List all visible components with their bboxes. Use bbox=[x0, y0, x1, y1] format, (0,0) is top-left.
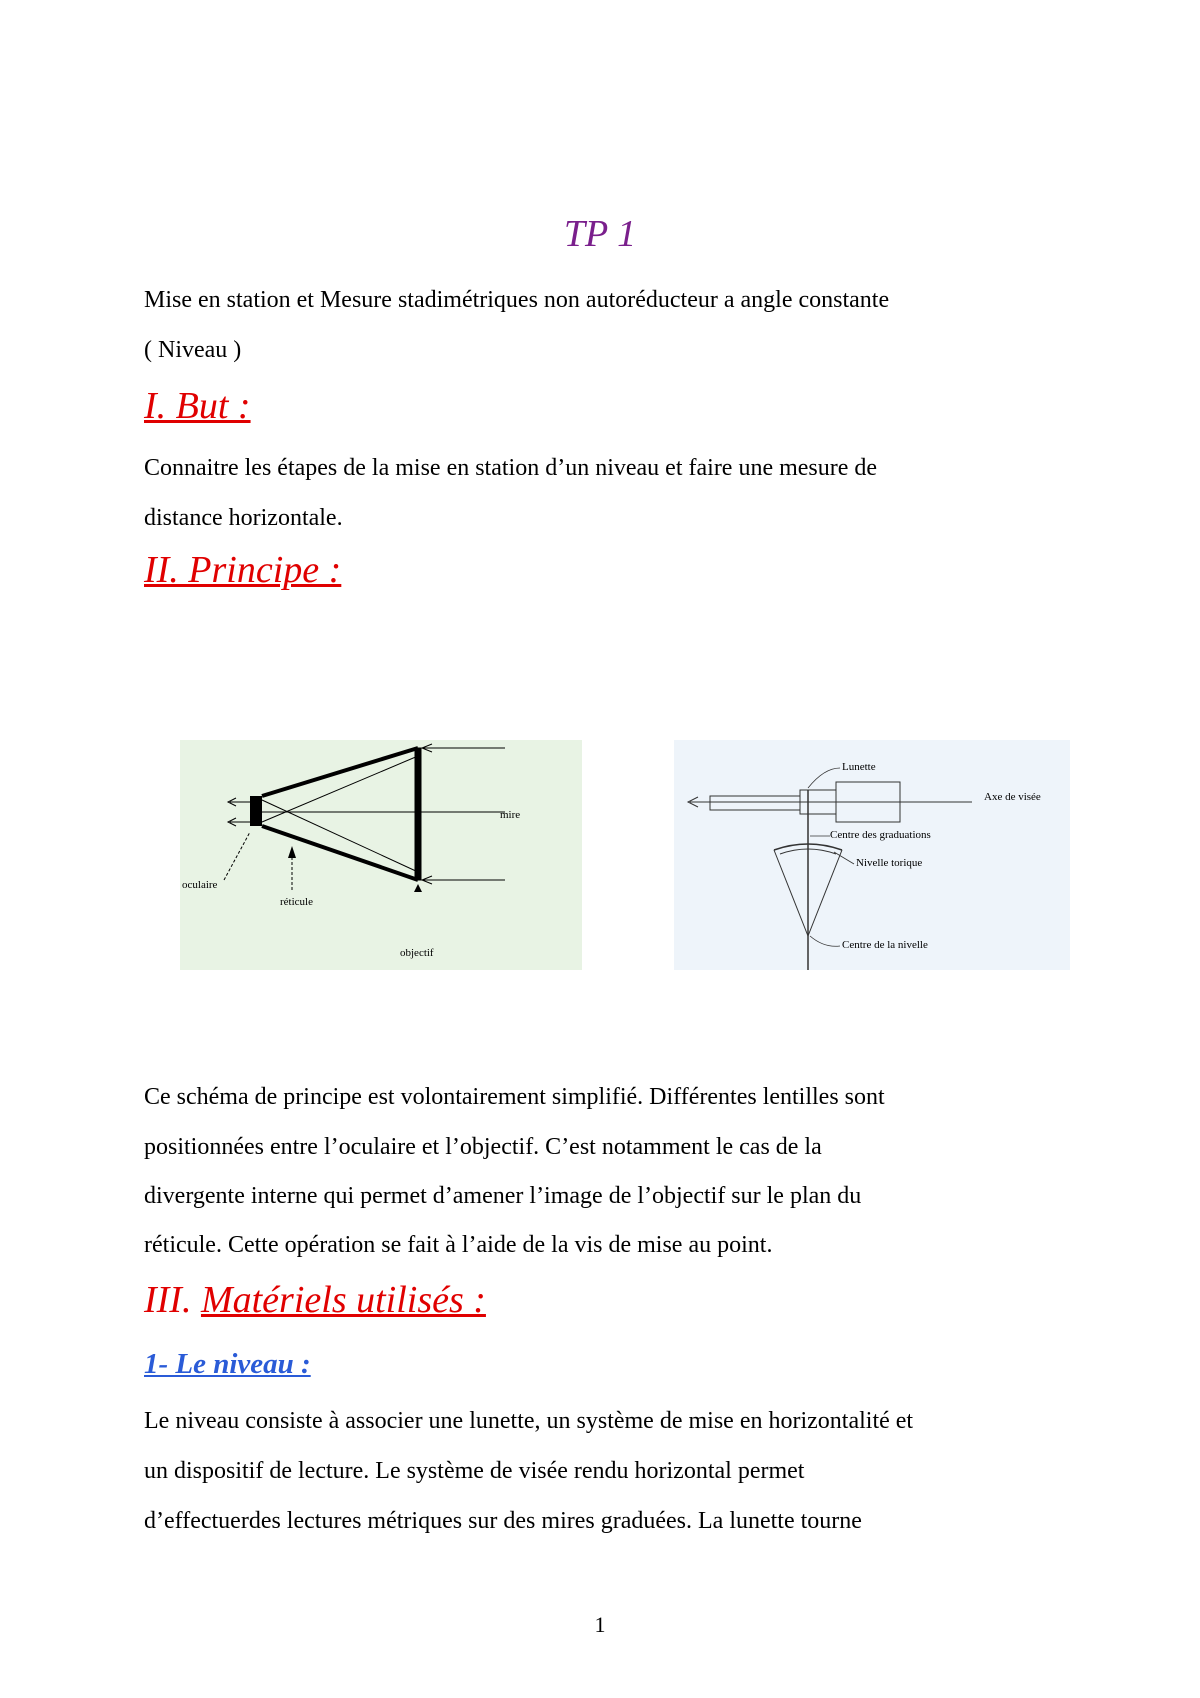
paragraph-line-2: positionnées entre l’oculaire et l’objectif. C’est notamment le cas de la bbox=[144, 1134, 822, 1160]
page-number: 1 bbox=[594, 1612, 606, 1637]
centre-nivelle-leader bbox=[810, 936, 840, 946]
lunette-label: Lunette bbox=[842, 761, 876, 773]
section-materiels-text: Matériels utilisés : bbox=[200, 1279, 486, 1321]
cone-left-line bbox=[774, 850, 808, 936]
reticule-label: réticule bbox=[280, 896, 313, 908]
but-line-1: Connaitre les étapes de la mise en station d’un niveau et faire une mesure de bbox=[144, 455, 878, 481]
subtitle-line-1: Mise en station et Mesure stadimétriques non autoréducteur a angle constante bbox=[144, 287, 890, 313]
reticule-arrow bbox=[288, 846, 296, 858]
page-title: TP 1 bbox=[563, 213, 637, 255]
niveau-line-3: d’effectuerdes lectures métriques sur des mires graduées. La lunette tourne bbox=[144, 1508, 862, 1534]
cone-right-line bbox=[808, 850, 842, 936]
oculaire-label: oculaire bbox=[182, 879, 218, 891]
telescope-front bbox=[710, 796, 800, 810]
subsection-niveau-heading: 1- Le niveau : bbox=[144, 1348, 311, 1380]
but-line-2: distance horizontale. bbox=[144, 505, 343, 531]
nivelle-torique-label: Nivelle torique bbox=[856, 857, 923, 869]
subtitle-line-2: ( Niveau ) bbox=[144, 337, 242, 363]
paragraph-line-3: divergente interne qui permet d’amener l’image de l’objectif sur le plan du bbox=[144, 1183, 862, 1209]
centre-graduations-label: Centre des graduations bbox=[830, 829, 931, 841]
lunette-leader bbox=[808, 768, 840, 788]
eyepiece-block bbox=[250, 796, 262, 826]
tube-bottom-line bbox=[262, 826, 418, 880]
level-telescope-drawing bbox=[674, 740, 1070, 970]
niveau-line-2: un dispositif de lecture. Le système de visée rendu horizontal permet bbox=[144, 1458, 805, 1484]
centre-nivelle-label: Centre de la nivelle bbox=[842, 939, 928, 951]
section-materiels-number: III. bbox=[144, 1279, 192, 1321]
section-principe-heading: II. Principe : bbox=[144, 549, 342, 591]
oculaire-pointer bbox=[224, 832, 250, 880]
optical-schema-drawing bbox=[180, 740, 582, 970]
objective-pointer bbox=[414, 884, 422, 892]
paragraph-line-4: réticule. Cette opération se fait à l’aide de la vis de mise au point. bbox=[144, 1232, 773, 1258]
section-materiels-heading bbox=[144, 1278, 486, 1322]
level-telescope-figure bbox=[674, 740, 1070, 970]
optical-schema-figure bbox=[180, 740, 582, 970]
niveau-line-1: Le niveau consiste à associer une lunette, un système de mise en horizontalité et bbox=[144, 1408, 914, 1434]
axe-visee-label: Axe de visée bbox=[984, 791, 1041, 803]
section-but-heading: I. But : bbox=[144, 385, 251, 427]
objectif-label: objectif bbox=[400, 947, 434, 959]
paragraph-line-1: Ce schéma de principe est volontairement simplifié. Différentes lentilles sont bbox=[144, 1084, 885, 1110]
mire-label: mire bbox=[500, 809, 521, 821]
